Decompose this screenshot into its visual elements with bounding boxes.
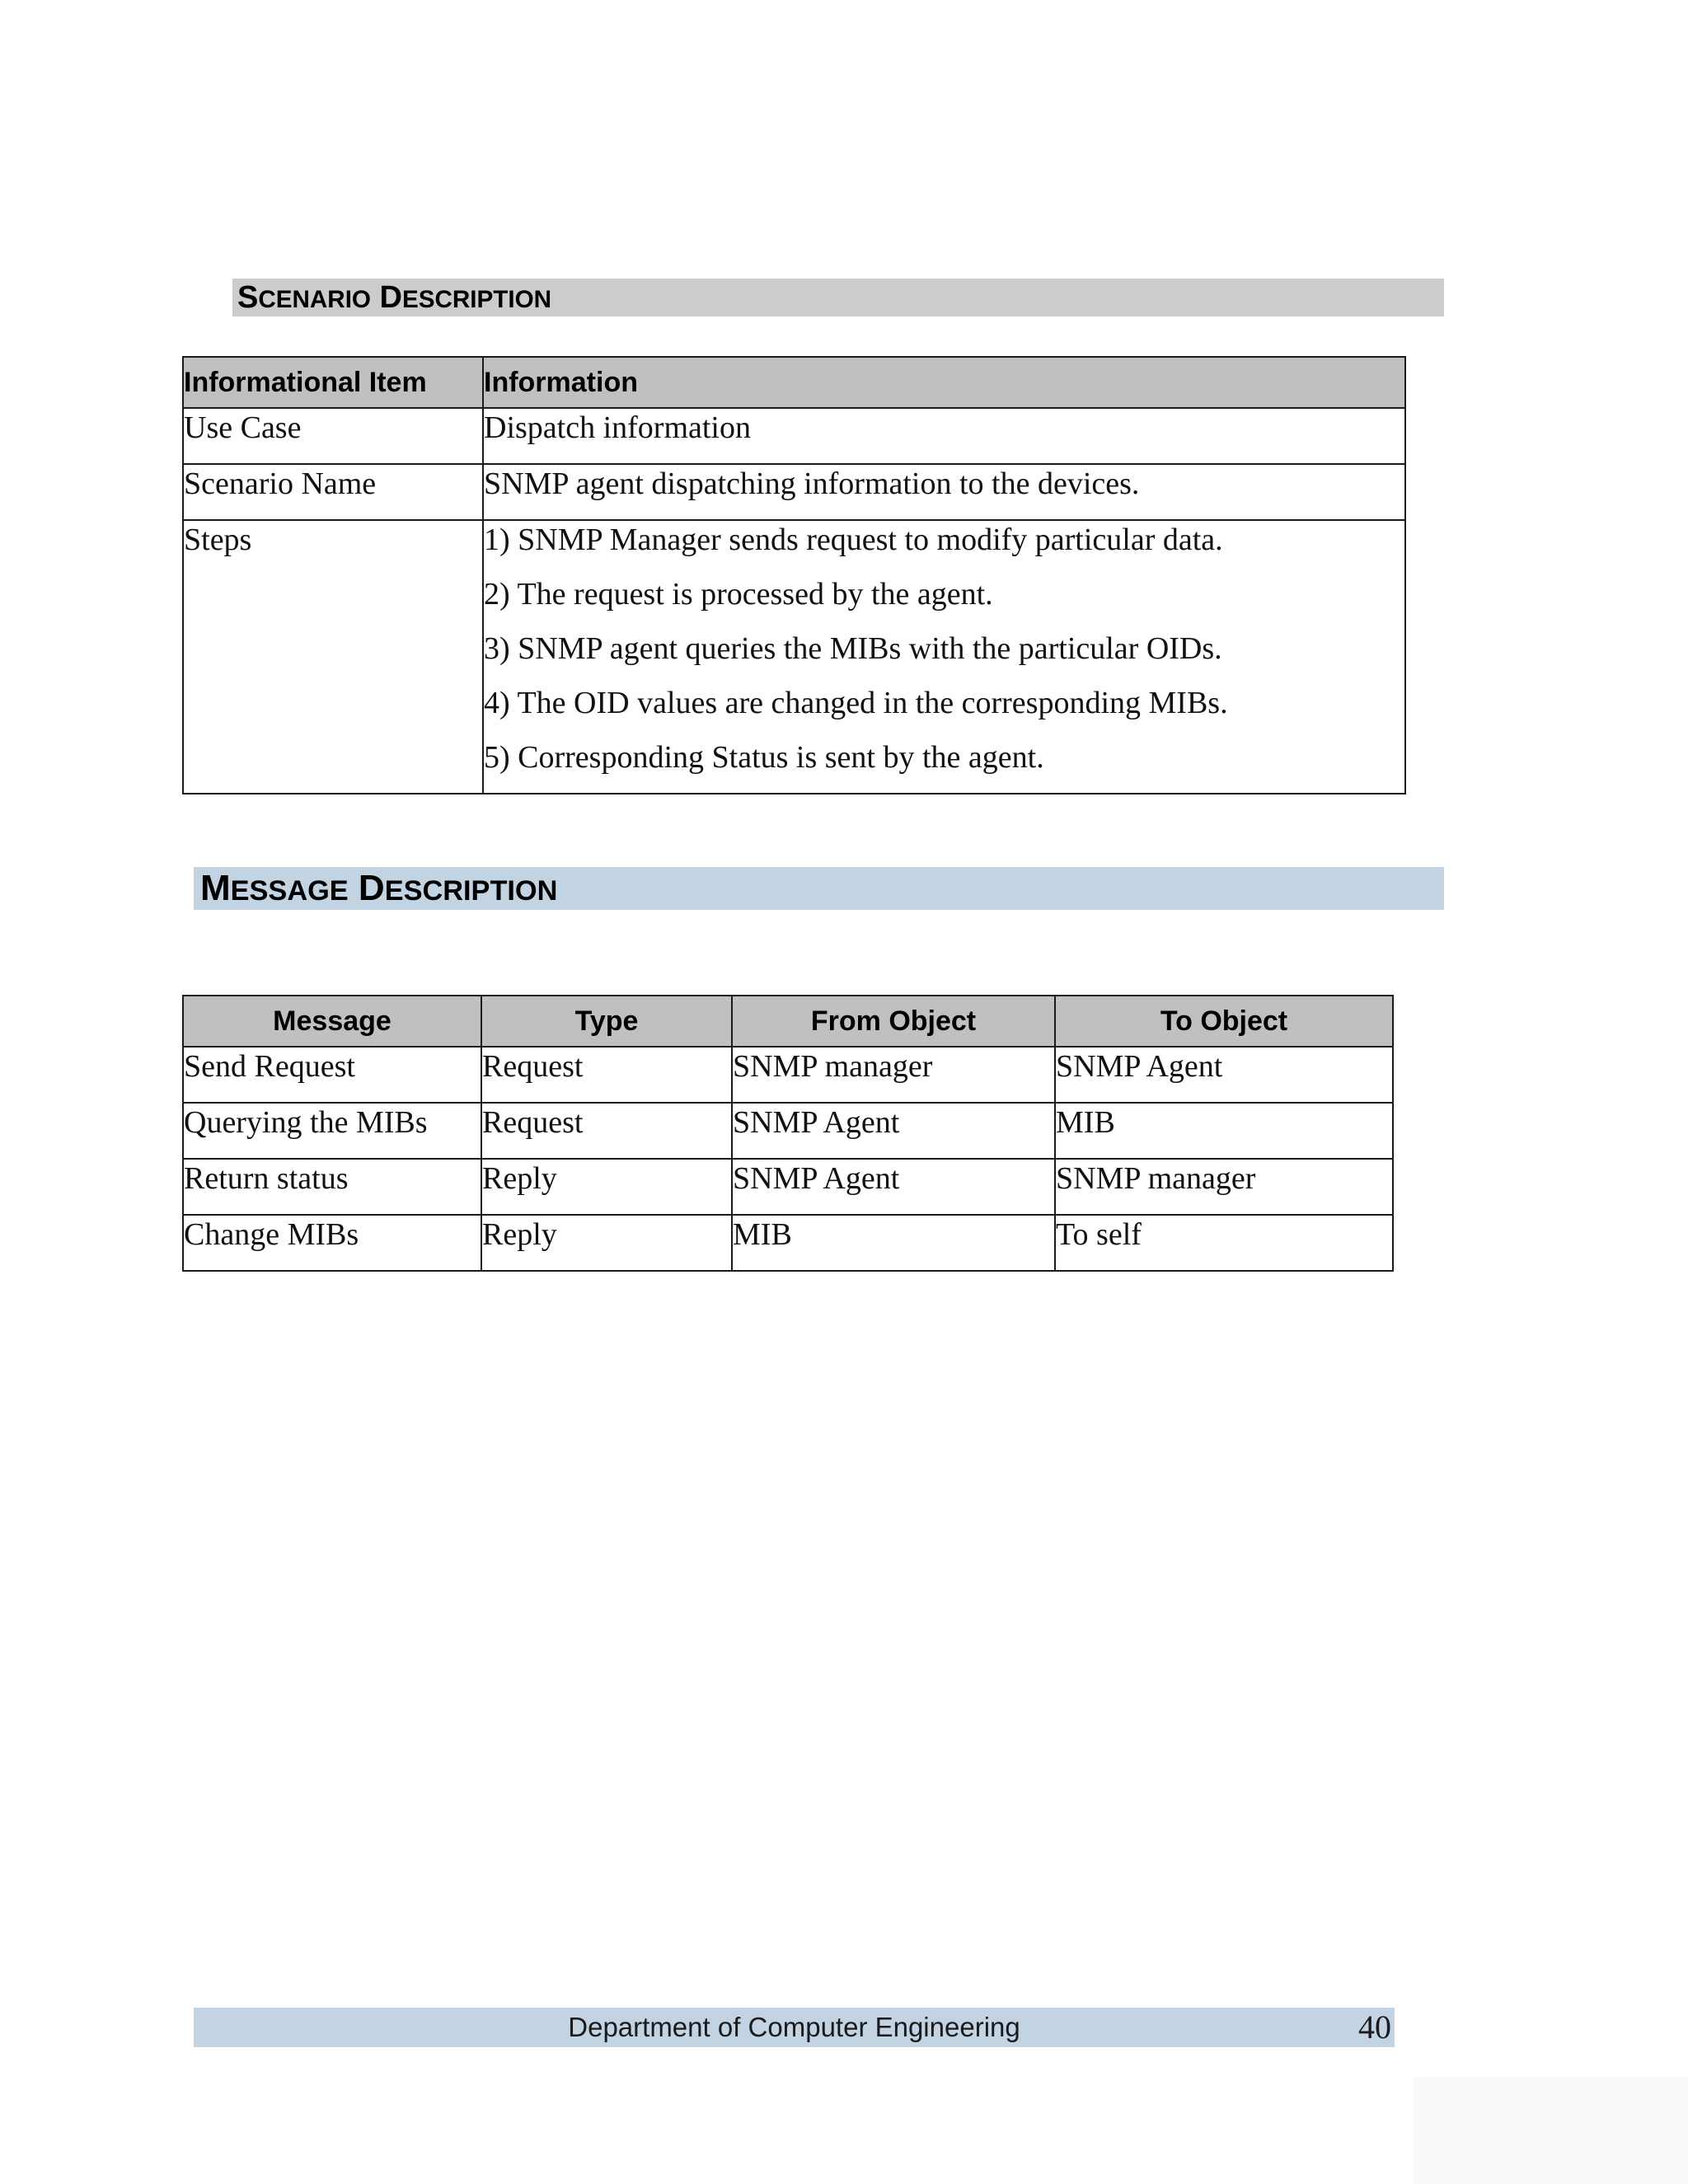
- step-item: 1) SNMP Manager sends request to modify particular data.: [484, 523, 1223, 557]
- heading-word-rest: CENARIO: [258, 286, 371, 313]
- page-number: 40: [1358, 2008, 1391, 2046]
- type-cell: Reply: [481, 1215, 732, 1271]
- item-value: SNMP agent dispatching information to the devices.: [483, 464, 1405, 520]
- heading-word-rest: ESSAGE: [230, 875, 349, 907]
- column-header: To Object: [1055, 996, 1393, 1047]
- heading-word-rest: ESCRIPTION: [402, 286, 552, 313]
- column-header: Message: [183, 996, 481, 1047]
- from-object-cell: SNMP Agent: [732, 1103, 1055, 1159]
- item-value: Dispatch information: [483, 408, 1405, 464]
- column-header: From Object: [732, 996, 1055, 1047]
- table-header-row: [183, 357, 1405, 408]
- step-item: 4) The OID values are changed in the corresponding MIBs.: [484, 686, 1228, 720]
- table-row: [183, 520, 1405, 794]
- message-cell: Return status: [183, 1159, 481, 1215]
- page-corner-shade: [1413, 2077, 1688, 2184]
- message-cell: Send Request: [183, 1047, 481, 1103]
- to-object-cell: To self: [1055, 1215, 1393, 1271]
- item-label: Steps: [183, 520, 483, 794]
- message-cell: Querying the MIBs: [183, 1103, 481, 1159]
- message-description-heading: [194, 867, 1444, 910]
- table-header-row: [183, 996, 1393, 1047]
- column-header: Information: [483, 357, 1405, 408]
- heading-initial: S: [237, 280, 259, 315]
- type-cell: Reply: [481, 1159, 732, 1215]
- from-object-cell: MIB: [732, 1215, 1055, 1271]
- footer-department: Department of Computer Engineering: [568, 2012, 1020, 2042]
- scenario-table: [182, 356, 1406, 794]
- table-row: [183, 464, 1405, 520]
- to-object-cell: SNMP Agent: [1055, 1047, 1393, 1103]
- step-item: 2) The request is processed by the agent.: [484, 577, 993, 612]
- message-table: [182, 995, 1394, 1272]
- table-row: [183, 408, 1405, 464]
- table-row: [183, 1103, 1393, 1159]
- step-item: 5) Corresponding Status is sent by the agent.: [484, 740, 1044, 775]
- type-cell: Request: [481, 1103, 732, 1159]
- from-object-cell: SNMP Agent: [732, 1159, 1055, 1215]
- table-row: [183, 1159, 1393, 1215]
- heading-initial: M: [200, 868, 231, 908]
- to-object-cell: SNMP manager: [1055, 1159, 1393, 1215]
- item-label: Use Case: [183, 408, 483, 464]
- steps-list: [483, 520, 1405, 794]
- heading-word-rest: ESCRIPTION: [384, 875, 558, 907]
- heading-initial: D: [358, 868, 385, 908]
- page-footer: [194, 2008, 1395, 2047]
- item-label: Scenario Name: [183, 464, 483, 520]
- to-object-cell: MIB: [1055, 1103, 1393, 1159]
- column-header: Type: [481, 996, 732, 1047]
- step-item: 3) SNMP agent queries the MIBs with the particular OIDs.: [484, 631, 1222, 666]
- message-cell: Change MIBs: [183, 1215, 481, 1271]
- column-header: Informational Item: [183, 357, 483, 408]
- heading-initial: D: [379, 280, 402, 315]
- table-row: [183, 1215, 1393, 1271]
- from-object-cell: SNMP manager: [732, 1047, 1055, 1103]
- table-row: [183, 1047, 1393, 1103]
- type-cell: Request: [481, 1047, 732, 1103]
- scenario-description-heading: [232, 279, 1444, 316]
